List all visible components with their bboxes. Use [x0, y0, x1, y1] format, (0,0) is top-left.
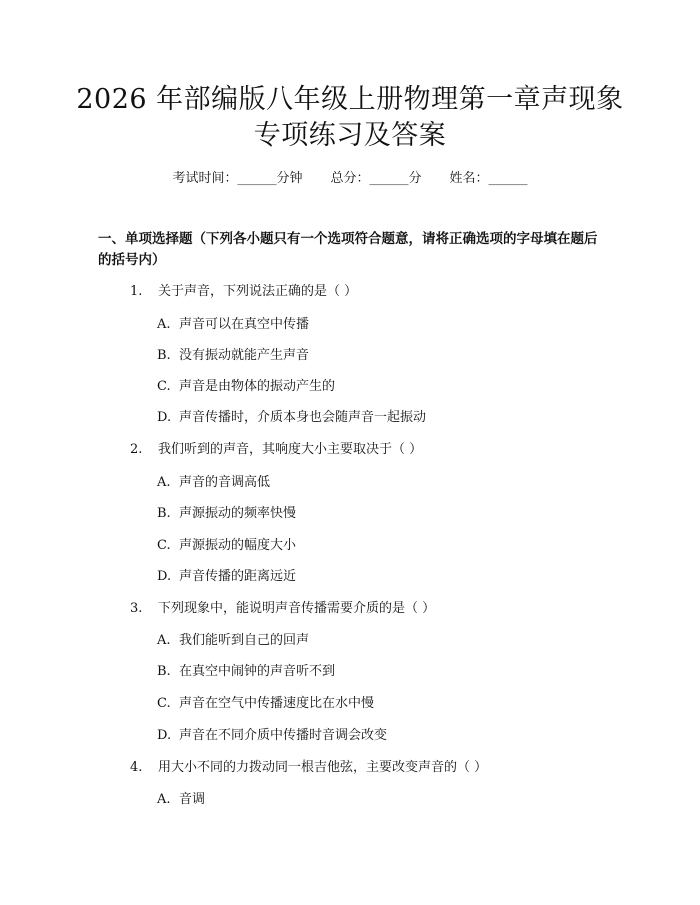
option-text: 声音传播的距离远近	[179, 569, 297, 584]
question-2-option-a	[157, 474, 270, 492]
option-letter: D.	[157, 728, 172, 743]
option-text: 没有振动就能产生声音	[179, 348, 310, 363]
option-letter: A.	[157, 475, 171, 490]
question-3-option-d	[157, 727, 387, 745]
question-4-option-a	[157, 791, 205, 809]
option-letter: A.	[157, 633, 171, 648]
exam-info	[0, 170, 700, 188]
option-letter: A.	[157, 792, 171, 807]
document-title-line-2: 专项练习及答案	[253, 120, 447, 151]
question-3-option-c	[157, 695, 374, 713]
option-letter: C.	[157, 379, 171, 394]
option-letter: C.	[157, 538, 171, 553]
option-text: 声源振动的频率快慢	[179, 506, 297, 521]
question-3-option-a	[157, 632, 309, 650]
option-text: 声音在空气中传播速度比在水中慢	[179, 696, 375, 711]
section-heading: 一、单项选择题（下列各小题只有一个选项符合题意，请将正确选项的字母填在题后的括号内）	[98, 231, 598, 268]
question-number: 4.	[130, 760, 143, 775]
option-text: 声音的音调高低	[179, 475, 271, 490]
exam-score-field: 总分：______分	[330, 171, 422, 186]
question-2-option-b	[157, 505, 296, 523]
question-3-option-b	[157, 663, 335, 681]
question-1	[130, 283, 357, 301]
option-text: 我们能听到自己的回声	[179, 633, 310, 648]
option-text: 声音在不同介质中传播时音调会改变	[179, 728, 388, 743]
question-4	[130, 759, 487, 777]
option-text: 声音可以在真空中传播	[179, 317, 310, 332]
question-1-option-b	[157, 347, 309, 365]
document-title-line-1: 2026 年部编版八年级上册物理第一章声现象	[76, 84, 624, 115]
question-number: 2.	[130, 442, 143, 457]
option-text: 声音传播时，介质本身也会随声音一起振动	[179, 410, 427, 425]
question-3	[130, 600, 435, 618]
option-letter: B.	[157, 664, 171, 679]
question-2	[130, 441, 422, 459]
option-text: 声源振动的幅度大小	[179, 538, 297, 553]
option-text: 在真空中闹钟的声音听不到	[179, 664, 336, 679]
student-name-field: 姓名：______	[449, 171, 528, 186]
question-text: 用大小不同的力拨动同一根吉他弦，主要改变声音的（ ）	[158, 760, 488, 775]
exam-time-field: 考试时间：______分钟	[172, 171, 303, 186]
question-number: 1.	[130, 284, 143, 299]
question-number: 3.	[130, 601, 143, 616]
question-1-option-d	[157, 409, 426, 427]
option-letter: C.	[157, 696, 171, 711]
question-text: 关于声音，下列说法正确的是（ ）	[158, 284, 358, 299]
option-letter: D.	[157, 410, 172, 425]
question-text: 我们听到的声音，其响度大小主要取决于（ ）	[158, 442, 423, 457]
question-1-option-a	[157, 316, 309, 334]
option-text: 声音是由物体的振动产生的	[179, 379, 336, 394]
option-letter: B.	[157, 506, 171, 521]
question-text: 下列现象中，能说明声音传播需要介质的是（ ）	[158, 601, 436, 616]
option-letter: A.	[157, 317, 171, 332]
option-letter: D.	[157, 569, 172, 584]
question-2-option-c	[157, 537, 296, 555]
option-text: 音调	[179, 792, 206, 807]
question-2-option-d	[157, 568, 296, 586]
question-1-option-c	[157, 378, 335, 396]
option-letter: B.	[157, 348, 171, 363]
